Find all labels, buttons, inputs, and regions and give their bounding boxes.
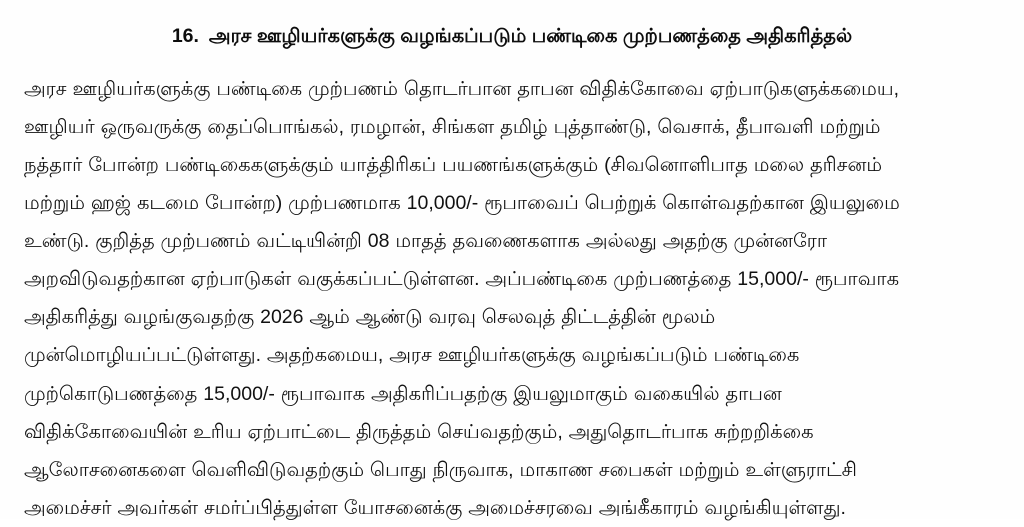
paragraph-line: அறவிடுவதற்கான ஏற்பாடுகள் வகுக்கப்பட்டுள்ளன. அப்பண்டிகை முற்பணத்தை 15,000/- ரூபாவாக [24,268,900,291]
paragraph-line: அரச ஊழியர்களுக்கு பண்டிகை முற்பணம் தொடர்பான தாபன விதிக்கோவை ஏற்பாடுகளுக்கமைய, [24,78,900,101]
paragraph-line: அதிகரித்து வழங்குவதற்கு 2026 ஆம் ஆண்டு வரவு செலவுத் திட்டத்தின் மூலம் [24,306,716,329]
document-body [22,70,1002,526]
paragraph-line: அமைச்சர் அவர்கள் சமர்ப்பித்துள்ள யோசனைக்கு அமைச்சரவை அங்கீகாரம் வழங்கியுள்ளது. [24,496,846,519]
paragraph-line: ஆலோசனைகளை வெளிவிடுவதற்கும் பொது நிருவாக, மாகாண சபைகள் மற்றும் உள்ளுராட்சி [24,458,857,481]
page-title [22,24,1002,48]
paragraph-line: விதிக்கோவையின் உரிய ஏற்பாட்டை திருத்தம் செய்வதற்கும், அதுதொடர்பாக சுற்றறிக்கை [24,420,814,443]
paragraph-festival-advance [24,70,998,526]
paragraph-line: உண்டு. குறித்த முற்பணம் வட்டியின்றி 08 மாதத் தவணைகளாக அல்லது அதற்கு முன்னரோ [24,230,828,253]
heading-text: அரச ஊழியர்களுக்கு வழங்கப்படும் பண்டிகை முற்பணத்தை அதிகரித்தல் [208,25,853,47]
paragraph-line: ஊழியர் ஒருவருக்கு தைப்பொங்கல், ரமழான், சிங்கள தமிழ் புத்தாண்டு, வெசாக், தீபாவளி மற்றும் [24,116,881,139]
paragraph-line: நத்தார் போன்ற பண்டிகைகளுக்கும் யாத்திரிகப் பயணங்களுக்கும் (சிவனொளிபாத மலை தரிசனம் [24,154,883,177]
paragraph-line: மற்றும் ஹஜ் கடமை போன்ற) முற்பணமாக 10,000/- ரூபாவைப் பெற்றுக் கொள்வதற்கான இயலுமை [24,192,900,215]
paragraph-line: முன்மொழியப்பட்டுள்ளது. அதற்கமைய, அரச ஊழியர்களுக்கு வழங்கப்படும் பண்டிகை [24,344,800,367]
heading-number: 16. [171,25,199,47]
paragraph-line: முற்கொடுபணத்தை 15,000/- ரூபாவாக அதிகரிப்பதற்கு இயலுமாகும் வகையில் தாபன [24,382,782,405]
